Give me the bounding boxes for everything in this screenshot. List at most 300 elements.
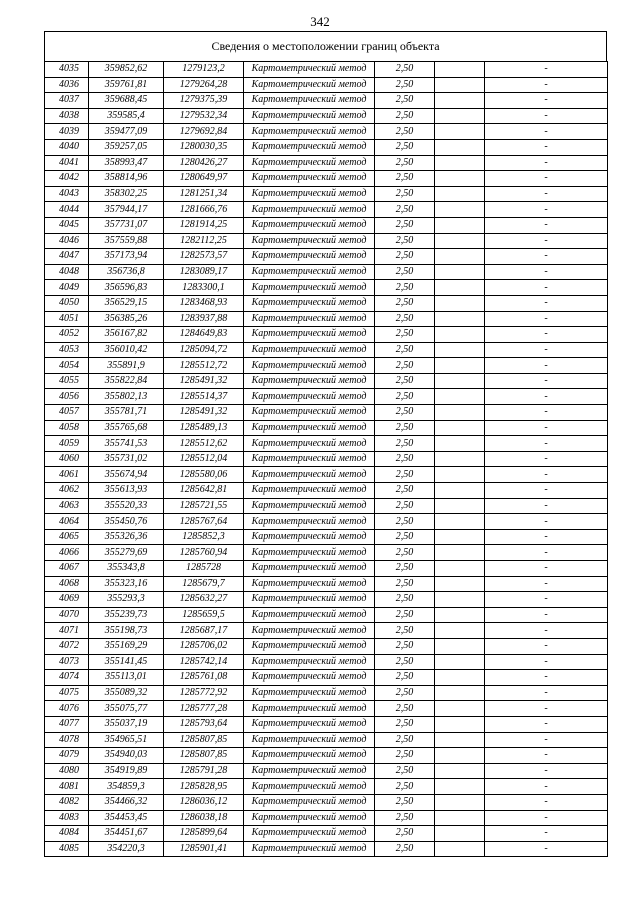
y-coordinate-cell: 1285687,17 (164, 623, 244, 639)
y-coordinate-cell: 1281251,34 (164, 186, 244, 202)
description-cell: - (485, 358, 608, 374)
y-coordinate-cell: 1285807,85 (164, 748, 244, 764)
point-number-cell: 4083 (45, 810, 89, 826)
y-coordinate-cell: 1285642,81 (164, 483, 244, 499)
description-cell: - (485, 108, 608, 124)
y-coordinate-cell: 1286038,18 (164, 810, 244, 826)
extra-cell (435, 93, 485, 109)
table-row (45, 171, 608, 187)
x-coordinate-cell: 355765,68 (89, 420, 164, 436)
y-coordinate-cell: 1285679,7 (164, 576, 244, 592)
x-coordinate-cell: 355293,3 (89, 592, 164, 608)
table-row (45, 841, 608, 857)
x-coordinate-cell: 355802,13 (89, 389, 164, 405)
method-cell: Картометрический метод (244, 217, 375, 233)
accuracy-cell: 2,50 (375, 529, 435, 545)
description-cell: - (485, 155, 608, 171)
method-cell: Картометрический метод (244, 280, 375, 296)
y-coordinate-cell: 1279123,2 (164, 62, 244, 78)
method-cell: Картометрический метод (244, 155, 375, 171)
description-cell: - (485, 311, 608, 327)
description-cell: - (485, 779, 608, 795)
point-number-cell: 4080 (45, 763, 89, 779)
accuracy-cell: 2,50 (375, 233, 435, 249)
y-coordinate-cell: 1286036,12 (164, 794, 244, 810)
accuracy-cell: 2,50 (375, 576, 435, 592)
accuracy-cell: 2,50 (375, 280, 435, 296)
accuracy-cell: 2,50 (375, 295, 435, 311)
extra-cell (435, 545, 485, 561)
accuracy-cell: 2,50 (375, 171, 435, 187)
y-coordinate-cell: 1285728 (164, 561, 244, 577)
accuracy-cell: 2,50 (375, 779, 435, 795)
y-coordinate-cell: 1285901,41 (164, 841, 244, 857)
method-cell: Картометрический метод (244, 529, 375, 545)
extra-cell (435, 217, 485, 233)
point-number-cell: 4053 (45, 342, 89, 358)
extra-cell (435, 155, 485, 171)
point-number-cell: 4067 (45, 561, 89, 577)
table-row (45, 405, 608, 421)
x-coordinate-cell: 355520,33 (89, 498, 164, 514)
description-cell: - (485, 373, 608, 389)
table-row (45, 748, 608, 764)
extra-cell (435, 202, 485, 218)
accuracy-cell: 2,50 (375, 810, 435, 826)
method-cell: Картометрический метод (244, 233, 375, 249)
point-number-cell: 4059 (45, 436, 89, 452)
description-cell: - (485, 685, 608, 701)
x-coordinate-cell: 355169,29 (89, 638, 164, 654)
x-coordinate-cell: 354466,32 (89, 794, 164, 810)
y-coordinate-cell: 1285706,02 (164, 638, 244, 654)
method-cell: Картометрический метод (244, 794, 375, 810)
y-coordinate-cell: 1285512,04 (164, 451, 244, 467)
y-coordinate-cell: 1279692,84 (164, 124, 244, 140)
point-number-cell: 4038 (45, 108, 89, 124)
point-number-cell: 4073 (45, 654, 89, 670)
method-cell: Картометрический метод (244, 826, 375, 842)
description-cell: - (485, 810, 608, 826)
x-coordinate-cell: 357944,17 (89, 202, 164, 218)
table-row (45, 420, 608, 436)
extra-cell (435, 763, 485, 779)
table-row (45, 373, 608, 389)
accuracy-cell: 2,50 (375, 202, 435, 218)
extra-cell (435, 638, 485, 654)
extra-cell (435, 436, 485, 452)
x-coordinate-cell: 357173,94 (89, 249, 164, 265)
point-number-cell: 4051 (45, 311, 89, 327)
description-cell: - (485, 498, 608, 514)
method-cell: Картометрический метод (244, 389, 375, 405)
table-row (45, 545, 608, 561)
extra-cell (435, 342, 485, 358)
table-row (45, 342, 608, 358)
description-cell: - (485, 389, 608, 405)
point-number-cell: 4037 (45, 93, 89, 109)
accuracy-cell: 2,50 (375, 561, 435, 577)
y-coordinate-cell: 1280426,27 (164, 155, 244, 171)
method-cell: Картометрический метод (244, 373, 375, 389)
extra-cell (435, 389, 485, 405)
description-cell: - (485, 561, 608, 577)
extra-cell (435, 124, 485, 140)
method-cell: Картометрический метод (244, 202, 375, 218)
description-cell: - (485, 186, 608, 202)
description-cell: - (485, 171, 608, 187)
y-coordinate-cell: 1279264,28 (164, 77, 244, 93)
accuracy-cell: 2,50 (375, 732, 435, 748)
accuracy-cell: 2,50 (375, 186, 435, 202)
y-coordinate-cell: 1285852,3 (164, 529, 244, 545)
table-row (45, 514, 608, 530)
accuracy-cell: 2,50 (375, 342, 435, 358)
y-coordinate-cell: 1285791,28 (164, 763, 244, 779)
y-coordinate-cell: 1285491,32 (164, 373, 244, 389)
x-coordinate-cell: 355075,77 (89, 701, 164, 717)
method-cell: Картометрический метод (244, 810, 375, 826)
y-coordinate-cell: 1282573,57 (164, 249, 244, 265)
accuracy-cell: 2,50 (375, 670, 435, 686)
x-coordinate-cell: 355450,76 (89, 514, 164, 530)
extra-cell (435, 483, 485, 499)
point-number-cell: 4082 (45, 794, 89, 810)
point-number-cell: 4061 (45, 467, 89, 483)
table-row (45, 155, 608, 171)
accuracy-cell: 2,50 (375, 217, 435, 233)
extra-cell (435, 171, 485, 187)
description-cell: - (485, 545, 608, 561)
table-row (45, 763, 608, 779)
y-coordinate-cell: 1285512,72 (164, 358, 244, 374)
x-coordinate-cell: 358302,25 (89, 186, 164, 202)
method-cell: Картометрический метод (244, 77, 375, 93)
method-cell: Картометрический метод (244, 124, 375, 140)
extra-cell (435, 748, 485, 764)
extra-cell (435, 685, 485, 701)
extra-cell (435, 108, 485, 124)
table-row (45, 498, 608, 514)
description-cell: - (485, 295, 608, 311)
description-cell: - (485, 670, 608, 686)
x-coordinate-cell: 354965,51 (89, 732, 164, 748)
accuracy-cell: 2,50 (375, 139, 435, 155)
x-coordinate-cell: 355781,71 (89, 405, 164, 421)
table-row (45, 311, 608, 327)
table-row (45, 685, 608, 701)
method-cell: Картометрический метод (244, 779, 375, 795)
table-row (45, 186, 608, 202)
accuracy-cell: 2,50 (375, 389, 435, 405)
extra-cell (435, 810, 485, 826)
method-cell: Картометрический метод (244, 108, 375, 124)
method-cell: Картометрический метод (244, 670, 375, 686)
extra-cell (435, 264, 485, 280)
description-cell: - (485, 763, 608, 779)
description-cell: - (485, 841, 608, 857)
y-coordinate-cell: 1285828,95 (164, 779, 244, 795)
x-coordinate-cell: 356596,83 (89, 280, 164, 296)
y-coordinate-cell: 1279532,34 (164, 108, 244, 124)
x-coordinate-cell: 359257,05 (89, 139, 164, 155)
extra-cell (435, 311, 485, 327)
table-row (45, 264, 608, 280)
description-cell: - (485, 514, 608, 530)
description-cell: - (485, 607, 608, 623)
table-row (45, 794, 608, 810)
method-cell: Картометрический метод (244, 732, 375, 748)
y-coordinate-cell: 1285777,28 (164, 701, 244, 717)
y-coordinate-cell: 1285580,06 (164, 467, 244, 483)
y-coordinate-cell: 1283468,93 (164, 295, 244, 311)
x-coordinate-cell: 355141,45 (89, 654, 164, 670)
description-cell: - (485, 62, 608, 78)
accuracy-cell: 2,50 (375, 405, 435, 421)
accuracy-cell: 2,50 (375, 373, 435, 389)
extra-cell (435, 327, 485, 343)
x-coordinate-cell: 354859,3 (89, 779, 164, 795)
point-number-cell: 4065 (45, 529, 89, 545)
point-number-cell: 4056 (45, 389, 89, 405)
point-number-cell: 4072 (45, 638, 89, 654)
point-number-cell: 4055 (45, 373, 89, 389)
extra-cell (435, 794, 485, 810)
accuracy-cell: 2,50 (375, 467, 435, 483)
y-coordinate-cell: 1285767,64 (164, 514, 244, 530)
point-number-cell: 4044 (45, 202, 89, 218)
accuracy-cell: 2,50 (375, 327, 435, 343)
table-row (45, 202, 608, 218)
y-coordinate-cell: 1281666,76 (164, 202, 244, 218)
extra-cell (435, 280, 485, 296)
point-number-cell: 4039 (45, 124, 89, 140)
table-row (45, 451, 608, 467)
method-cell: Картометрический метод (244, 311, 375, 327)
accuracy-cell: 2,50 (375, 249, 435, 265)
accuracy-cell: 2,50 (375, 62, 435, 78)
point-number-cell: 4077 (45, 716, 89, 732)
extra-cell (435, 779, 485, 795)
description-cell: - (485, 732, 608, 748)
description-cell: - (485, 748, 608, 764)
point-number-cell: 4054 (45, 358, 89, 374)
table-row (45, 280, 608, 296)
description-cell: - (485, 592, 608, 608)
accuracy-cell: 2,50 (375, 592, 435, 608)
point-number-cell: 4052 (45, 327, 89, 343)
x-coordinate-cell: 355326,36 (89, 529, 164, 545)
method-cell: Картометрический метод (244, 763, 375, 779)
table-row (45, 576, 608, 592)
boundary-table-container (44, 31, 607, 857)
description-cell: - (485, 436, 608, 452)
extra-cell (435, 139, 485, 155)
table-body (45, 62, 608, 857)
extra-cell (435, 62, 485, 78)
y-coordinate-cell: 1285761,08 (164, 670, 244, 686)
method-cell: Картометрический метод (244, 342, 375, 358)
x-coordinate-cell: 355731,02 (89, 451, 164, 467)
method-cell: Картометрический метод (244, 358, 375, 374)
x-coordinate-cell: 356529,15 (89, 295, 164, 311)
x-coordinate-cell: 356385,26 (89, 311, 164, 327)
method-cell: Картометрический метод (244, 701, 375, 717)
description-cell: - (485, 701, 608, 717)
method-cell: Картометрический метод (244, 420, 375, 436)
description-cell: - (485, 451, 608, 467)
extra-cell (435, 576, 485, 592)
y-coordinate-cell: 1285489,13 (164, 420, 244, 436)
point-number-cell: 4074 (45, 670, 89, 686)
extra-cell (435, 623, 485, 639)
table-row (45, 701, 608, 717)
accuracy-cell: 2,50 (375, 124, 435, 140)
table-row (45, 670, 608, 686)
x-coordinate-cell: 355089,32 (89, 685, 164, 701)
point-number-cell: 4062 (45, 483, 89, 499)
point-number-cell: 4085 (45, 841, 89, 857)
table-row (45, 529, 608, 545)
x-coordinate-cell: 354451,67 (89, 826, 164, 842)
description-cell: - (485, 654, 608, 670)
x-coordinate-cell: 359852,62 (89, 62, 164, 78)
point-number-cell: 4075 (45, 685, 89, 701)
method-cell: Картометрический метод (244, 483, 375, 499)
extra-cell (435, 670, 485, 686)
x-coordinate-cell: 356167,82 (89, 327, 164, 343)
extra-cell (435, 529, 485, 545)
table-row (45, 249, 608, 265)
point-number-cell: 4078 (45, 732, 89, 748)
y-coordinate-cell: 1281914,25 (164, 217, 244, 233)
table-row (45, 810, 608, 826)
accuracy-cell: 2,50 (375, 654, 435, 670)
accuracy-cell: 2,50 (375, 826, 435, 842)
method-cell: Картометрический метод (244, 93, 375, 109)
y-coordinate-cell: 1283937,88 (164, 311, 244, 327)
method-cell: Картометрический метод (244, 748, 375, 764)
table-row (45, 436, 608, 452)
method-cell: Картометрический метод (244, 841, 375, 857)
y-coordinate-cell: 1279375,39 (164, 93, 244, 109)
x-coordinate-cell: 359477,09 (89, 124, 164, 140)
extra-cell (435, 841, 485, 857)
description-cell: - (485, 576, 608, 592)
method-cell: Картометрический метод (244, 171, 375, 187)
x-coordinate-cell: 354940,03 (89, 748, 164, 764)
table-row (45, 592, 608, 608)
x-coordinate-cell: 356010,42 (89, 342, 164, 358)
point-number-cell: 4069 (45, 592, 89, 608)
y-coordinate-cell: 1285659,5 (164, 607, 244, 623)
point-number-cell: 4060 (45, 451, 89, 467)
description-cell: - (485, 420, 608, 436)
extra-cell (435, 701, 485, 717)
y-coordinate-cell: 1285899,64 (164, 826, 244, 842)
extra-cell (435, 826, 485, 842)
accuracy-cell: 2,50 (375, 685, 435, 701)
extra-cell (435, 561, 485, 577)
boundary-coordinates-table (44, 61, 608, 857)
x-coordinate-cell: 355891,9 (89, 358, 164, 374)
accuracy-cell: 2,50 (375, 498, 435, 514)
accuracy-cell: 2,50 (375, 545, 435, 561)
y-coordinate-cell: 1285742,14 (164, 654, 244, 670)
point-number-cell: 4068 (45, 576, 89, 592)
y-coordinate-cell: 1280030,35 (164, 139, 244, 155)
method-cell: Картометрический метод (244, 514, 375, 530)
method-cell: Картометрический метод (244, 685, 375, 701)
point-number-cell: 4071 (45, 623, 89, 639)
x-coordinate-cell: 355239,73 (89, 607, 164, 623)
point-number-cell: 4066 (45, 545, 89, 561)
accuracy-cell: 2,50 (375, 108, 435, 124)
table-row (45, 139, 608, 155)
description-cell: - (485, 794, 608, 810)
method-cell: Картометрический метод (244, 139, 375, 155)
x-coordinate-cell: 354919,89 (89, 763, 164, 779)
extra-cell (435, 592, 485, 608)
description-cell: - (485, 139, 608, 155)
point-number-cell: 4048 (45, 264, 89, 280)
method-cell: Картометрический метод (244, 436, 375, 452)
accuracy-cell: 2,50 (375, 841, 435, 857)
y-coordinate-cell: 1280649,97 (164, 171, 244, 187)
x-coordinate-cell: 357731,07 (89, 217, 164, 233)
accuracy-cell: 2,50 (375, 623, 435, 639)
point-number-cell: 4043 (45, 186, 89, 202)
point-number-cell: 4042 (45, 171, 89, 187)
extra-cell (435, 358, 485, 374)
y-coordinate-cell: 1285760,94 (164, 545, 244, 561)
method-cell: Картометрический метод (244, 327, 375, 343)
table-row (45, 93, 608, 109)
y-coordinate-cell: 1285632,27 (164, 592, 244, 608)
point-number-cell: 4040 (45, 139, 89, 155)
table-row (45, 467, 608, 483)
x-coordinate-cell: 355741,53 (89, 436, 164, 452)
accuracy-cell: 2,50 (375, 716, 435, 732)
x-coordinate-cell: 355279,69 (89, 545, 164, 561)
y-coordinate-cell: 1285491,32 (164, 405, 244, 421)
y-coordinate-cell: 1285721,55 (164, 498, 244, 514)
accuracy-cell: 2,50 (375, 607, 435, 623)
table-row (45, 732, 608, 748)
point-number-cell: 4076 (45, 701, 89, 717)
accuracy-cell: 2,50 (375, 763, 435, 779)
accuracy-cell: 2,50 (375, 358, 435, 374)
table-row (45, 716, 608, 732)
method-cell: Картометрический метод (244, 607, 375, 623)
extra-cell (435, 420, 485, 436)
x-coordinate-cell: 358814,96 (89, 171, 164, 187)
accuracy-cell: 2,50 (375, 311, 435, 327)
point-number-cell: 4064 (45, 514, 89, 530)
method-cell: Картометрический метод (244, 62, 375, 78)
y-coordinate-cell: 1283089,17 (164, 264, 244, 280)
table-row (45, 779, 608, 795)
point-number-cell: 4046 (45, 233, 89, 249)
extra-cell (435, 467, 485, 483)
point-number-cell: 4041 (45, 155, 89, 171)
method-cell: Картометрический метод (244, 498, 375, 514)
description-cell: - (485, 483, 608, 499)
y-coordinate-cell: 1285807,85 (164, 732, 244, 748)
method-cell: Картометрический метод (244, 638, 375, 654)
table-row (45, 483, 608, 499)
description-cell: - (485, 233, 608, 249)
